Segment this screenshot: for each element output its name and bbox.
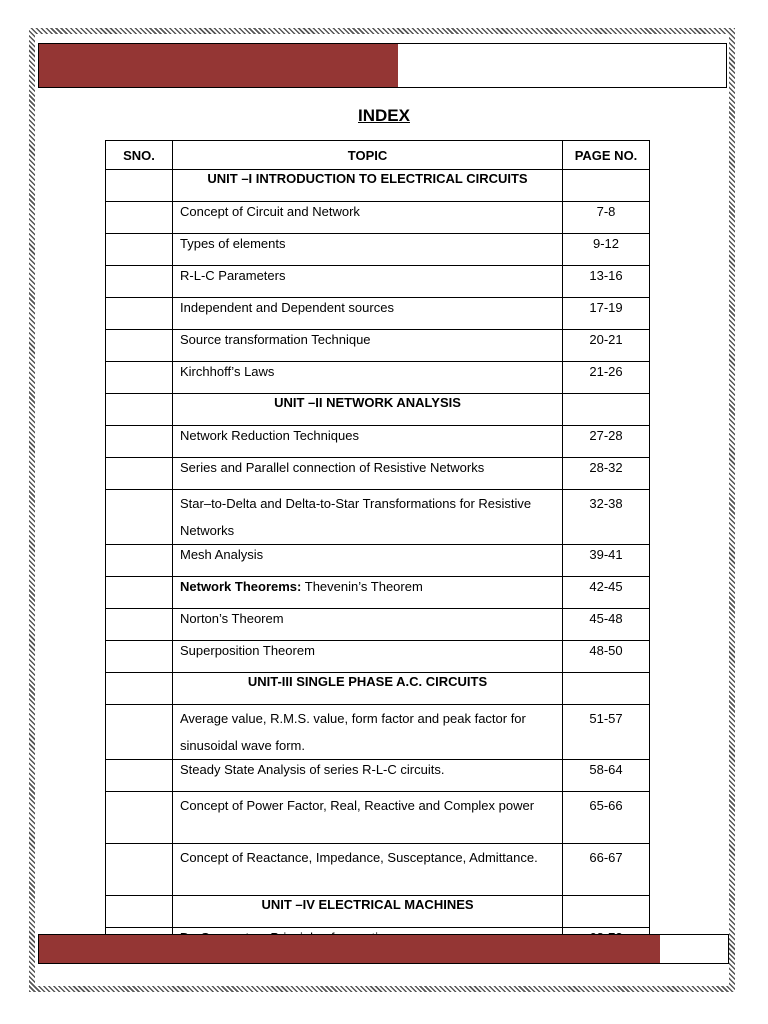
table-header-row — [106, 141, 650, 170]
page-cell: 66-67 — [563, 844, 650, 896]
table-row — [106, 844, 650, 896]
sno-cell — [106, 673, 173, 705]
page-cell: 42-45 — [563, 577, 650, 609]
sno-cell — [106, 394, 173, 426]
table-row — [106, 792, 650, 844]
page-cell: 17-19 — [563, 298, 650, 330]
sno-cell — [106, 609, 173, 641]
topic-cell: Steady State Analysis of series R-L-C circuits. — [173, 760, 563, 792]
page-cell: 51-57 — [563, 705, 650, 760]
sno-cell — [106, 577, 173, 609]
page-cell: 39-41 — [563, 545, 650, 577]
column-header-page: PAGE NO. — [563, 141, 650, 170]
column-header-sno: SNO. — [106, 141, 173, 170]
page-cell — [563, 170, 650, 202]
topic-cell: Mesh Analysis — [173, 545, 563, 577]
topic-cell: UNIT –II NETWORK ANALYSIS — [173, 394, 563, 426]
table-row — [106, 362, 650, 394]
sno-cell — [106, 705, 173, 760]
page-cell: 48-50 — [563, 641, 650, 673]
topic-text: Thevenin’s Theorem — [304, 579, 423, 594]
page-cell: 58-64 — [563, 760, 650, 792]
sno-cell — [106, 490, 173, 545]
topic-cell: UNIT-III SINGLE PHASE A.C. CIRCUITS — [173, 673, 563, 705]
table-row — [106, 298, 650, 330]
topic-cell: Average value, R.M.S. value, form factor and peak factor for sinusoidal wave form. — [173, 705, 563, 760]
topic-cell: Types of elements — [173, 234, 563, 266]
table-row — [106, 458, 650, 490]
page-cell: 45-48 — [563, 609, 650, 641]
sno-cell — [106, 202, 173, 234]
sno-cell — [106, 266, 173, 298]
topic-cell: UNIT –IV ELECTRICAL MACHINES — [173, 896, 563, 928]
page-cell: 65-66 — [563, 792, 650, 844]
topic-cell: Series and Parallel connection of Resistive Networks — [173, 458, 563, 490]
unit-row — [106, 896, 650, 928]
table-row — [106, 490, 650, 545]
table-row — [106, 234, 650, 266]
page-cell: 13-16 — [563, 266, 650, 298]
page-cell: 27-28 — [563, 426, 650, 458]
sno-cell — [106, 458, 173, 490]
header-bar — [38, 43, 727, 88]
table-row — [106, 577, 650, 609]
table-row — [106, 760, 650, 792]
sno-cell — [106, 234, 173, 266]
page-cell: 32-38 — [563, 490, 650, 545]
sno-cell — [106, 170, 173, 202]
table-row — [106, 330, 650, 362]
sno-cell — [106, 792, 173, 844]
table-row — [106, 545, 650, 577]
topic-cell: R-L-C Parameters — [173, 266, 563, 298]
topic-cell: Kirchhoff’s Laws — [173, 362, 563, 394]
sno-cell — [106, 362, 173, 394]
page-title: INDEX — [358, 106, 410, 125]
topic-bold-prefix: Network Theorems: — [180, 579, 302, 594]
topic-cell: Independent and Dependent sources — [173, 298, 563, 330]
sno-cell — [106, 896, 173, 928]
column-header-topic: TOPIC — [173, 141, 563, 170]
topic-cell: Superposition Theorem — [173, 641, 563, 673]
table-row — [106, 426, 650, 458]
page-cell: 20-21 — [563, 330, 650, 362]
sno-cell — [106, 330, 173, 362]
sno-cell — [106, 426, 173, 458]
header-bar-fill — [39, 44, 398, 87]
topic-cell: Concept of Reactance, Impedance, Susceptance, Admittance. — [173, 844, 563, 896]
page-cell: 21-26 — [563, 362, 650, 394]
unit-row — [106, 394, 650, 426]
table-row — [106, 266, 650, 298]
table-row — [106, 641, 650, 673]
topic-cell: Source transformation Technique — [173, 330, 563, 362]
sno-cell — [106, 641, 173, 673]
table-row — [106, 705, 650, 760]
topic-cell: Star–to-Delta and Delta-to-Star Transformations for Resistive Networks — [173, 490, 563, 545]
table-row — [106, 609, 650, 641]
page-cell — [563, 394, 650, 426]
table-row — [106, 202, 650, 234]
topic-cell: UNIT –I INTRODUCTION TO ELECTRICAL CIRCUITS — [173, 170, 563, 202]
unit-row — [106, 170, 650, 202]
topic-cell: Norton’s Theorem — [173, 609, 563, 641]
page-cell: 28-32 — [563, 458, 650, 490]
topic-cell: Concept of Circuit and Network — [173, 202, 563, 234]
unit-row — [106, 673, 650, 705]
page-cell — [563, 896, 650, 928]
sno-cell — [106, 545, 173, 577]
sno-cell — [106, 760, 173, 792]
topic-cell — [173, 577, 563, 609]
page-cell: 9-12 — [563, 234, 650, 266]
footer-bar — [38, 934, 729, 964]
page-cell — [563, 673, 650, 705]
page-cell: 7-8 — [563, 202, 650, 234]
sno-cell — [106, 844, 173, 896]
topic-cell: Network Reduction Techniques — [173, 426, 563, 458]
index-table — [105, 140, 650, 960]
footer-bar-fill — [39, 935, 660, 963]
topic-cell: Concept of Power Factor, Real, Reactive and Complex power — [173, 792, 563, 844]
sno-cell — [106, 298, 173, 330]
